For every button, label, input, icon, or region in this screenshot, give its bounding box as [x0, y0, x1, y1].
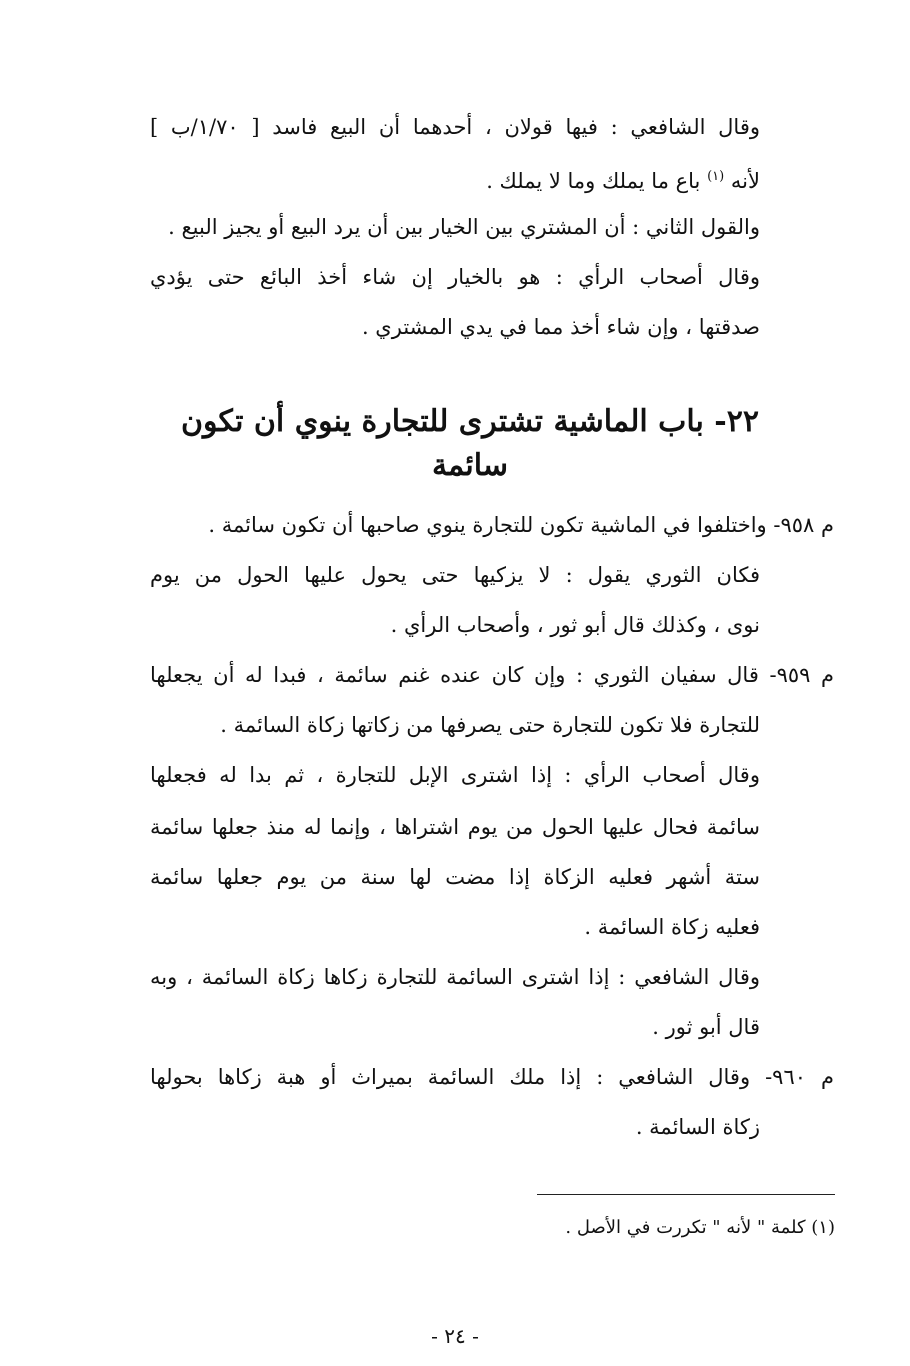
text-line: قال أبو ثور . — [652, 1015, 760, 1039]
text-line: م ٩٦٠- وقال الشافعي : إذا ملك السائمة بميراث أو هبة زكاها بحولها — [150, 1065, 834, 1089]
text-line: م ٩٥٩- قال سفيان الثوري : وإن كان عنده غنم سائمة ، فبدا له أن يجعلها — [150, 663, 834, 687]
text-line: م ٩٥٨- واختلفوا في الماشية تكون للتجارة ينوي صاحبها أن تكون سائمة . — [208, 513, 834, 537]
text-line: فعليه زكاة السائمة . — [584, 915, 760, 939]
text-line: ستة أشهر فعليه الزكاة إذا مضت لها سنة من يوم جعلها سائمة — [150, 865, 760, 889]
text-line: والقول الثاني : أن المشتري بين الخيار بين أن يرد البيع أو يجيز البيع . — [168, 215, 760, 239]
footnote-marker: (١) — [707, 169, 725, 184]
text-line: سائمة فحال عليها الحول من يوم اشتراها ، وإنما له منذ جعلها سائمة — [150, 815, 760, 839]
text-line: زكاة السائمة . — [635, 1115, 760, 1139]
footnote-divider — [537, 1194, 835, 1195]
text-line: للتجارة فلا تكون للتجارة حتى يصرفها من زكاتها زكاة السائمة . — [220, 713, 760, 737]
text-line: وقال أصحاب الرأي : هو بالخيار إن شاء أخذ البائع حتى يؤدي — [150, 265, 760, 289]
text-line: نوى ، وكذلك قال أبو ثور ، وأصحاب الرأي . — [390, 613, 760, 637]
page-number: - ٢٤ - — [431, 1324, 479, 1348]
text-line — [486, 162, 760, 196]
text-line: وقال أصحاب الرأي : إذا اشترى الإبل للتجارة ، ثم بدا له فجعلها — [150, 763, 760, 787]
text-line: فكان الثوري يقول : لا يزكيها حتى يحول عليها الحول من يوم — [150, 563, 760, 587]
section-heading: ٢٢- باب الماشية تشترى للتجارة ينوي أن تكون سائمة — [181, 404, 759, 483]
text-fragment: لأنه — [730, 169, 760, 193]
text-fragment: باع ما يملك وما لا يملك . — [486, 169, 701, 193]
text-line: صدقتها ، وإن شاء أخذ مما في يدي المشتري . — [361, 315, 760, 339]
footnote: (١) كلمة " لأنه " تكررت في الأصل . — [565, 1217, 835, 1238]
text-line: وقال الشافعي : إذا اشترى السائمة للتجارة زكاها زكاة السائمة ، وبه — [150, 965, 760, 989]
text-line: وقال الشافعي : فيها قولان ، أحدهما أن البيع فاسد [ ١/٧٠/ب ] — [150, 115, 760, 139]
